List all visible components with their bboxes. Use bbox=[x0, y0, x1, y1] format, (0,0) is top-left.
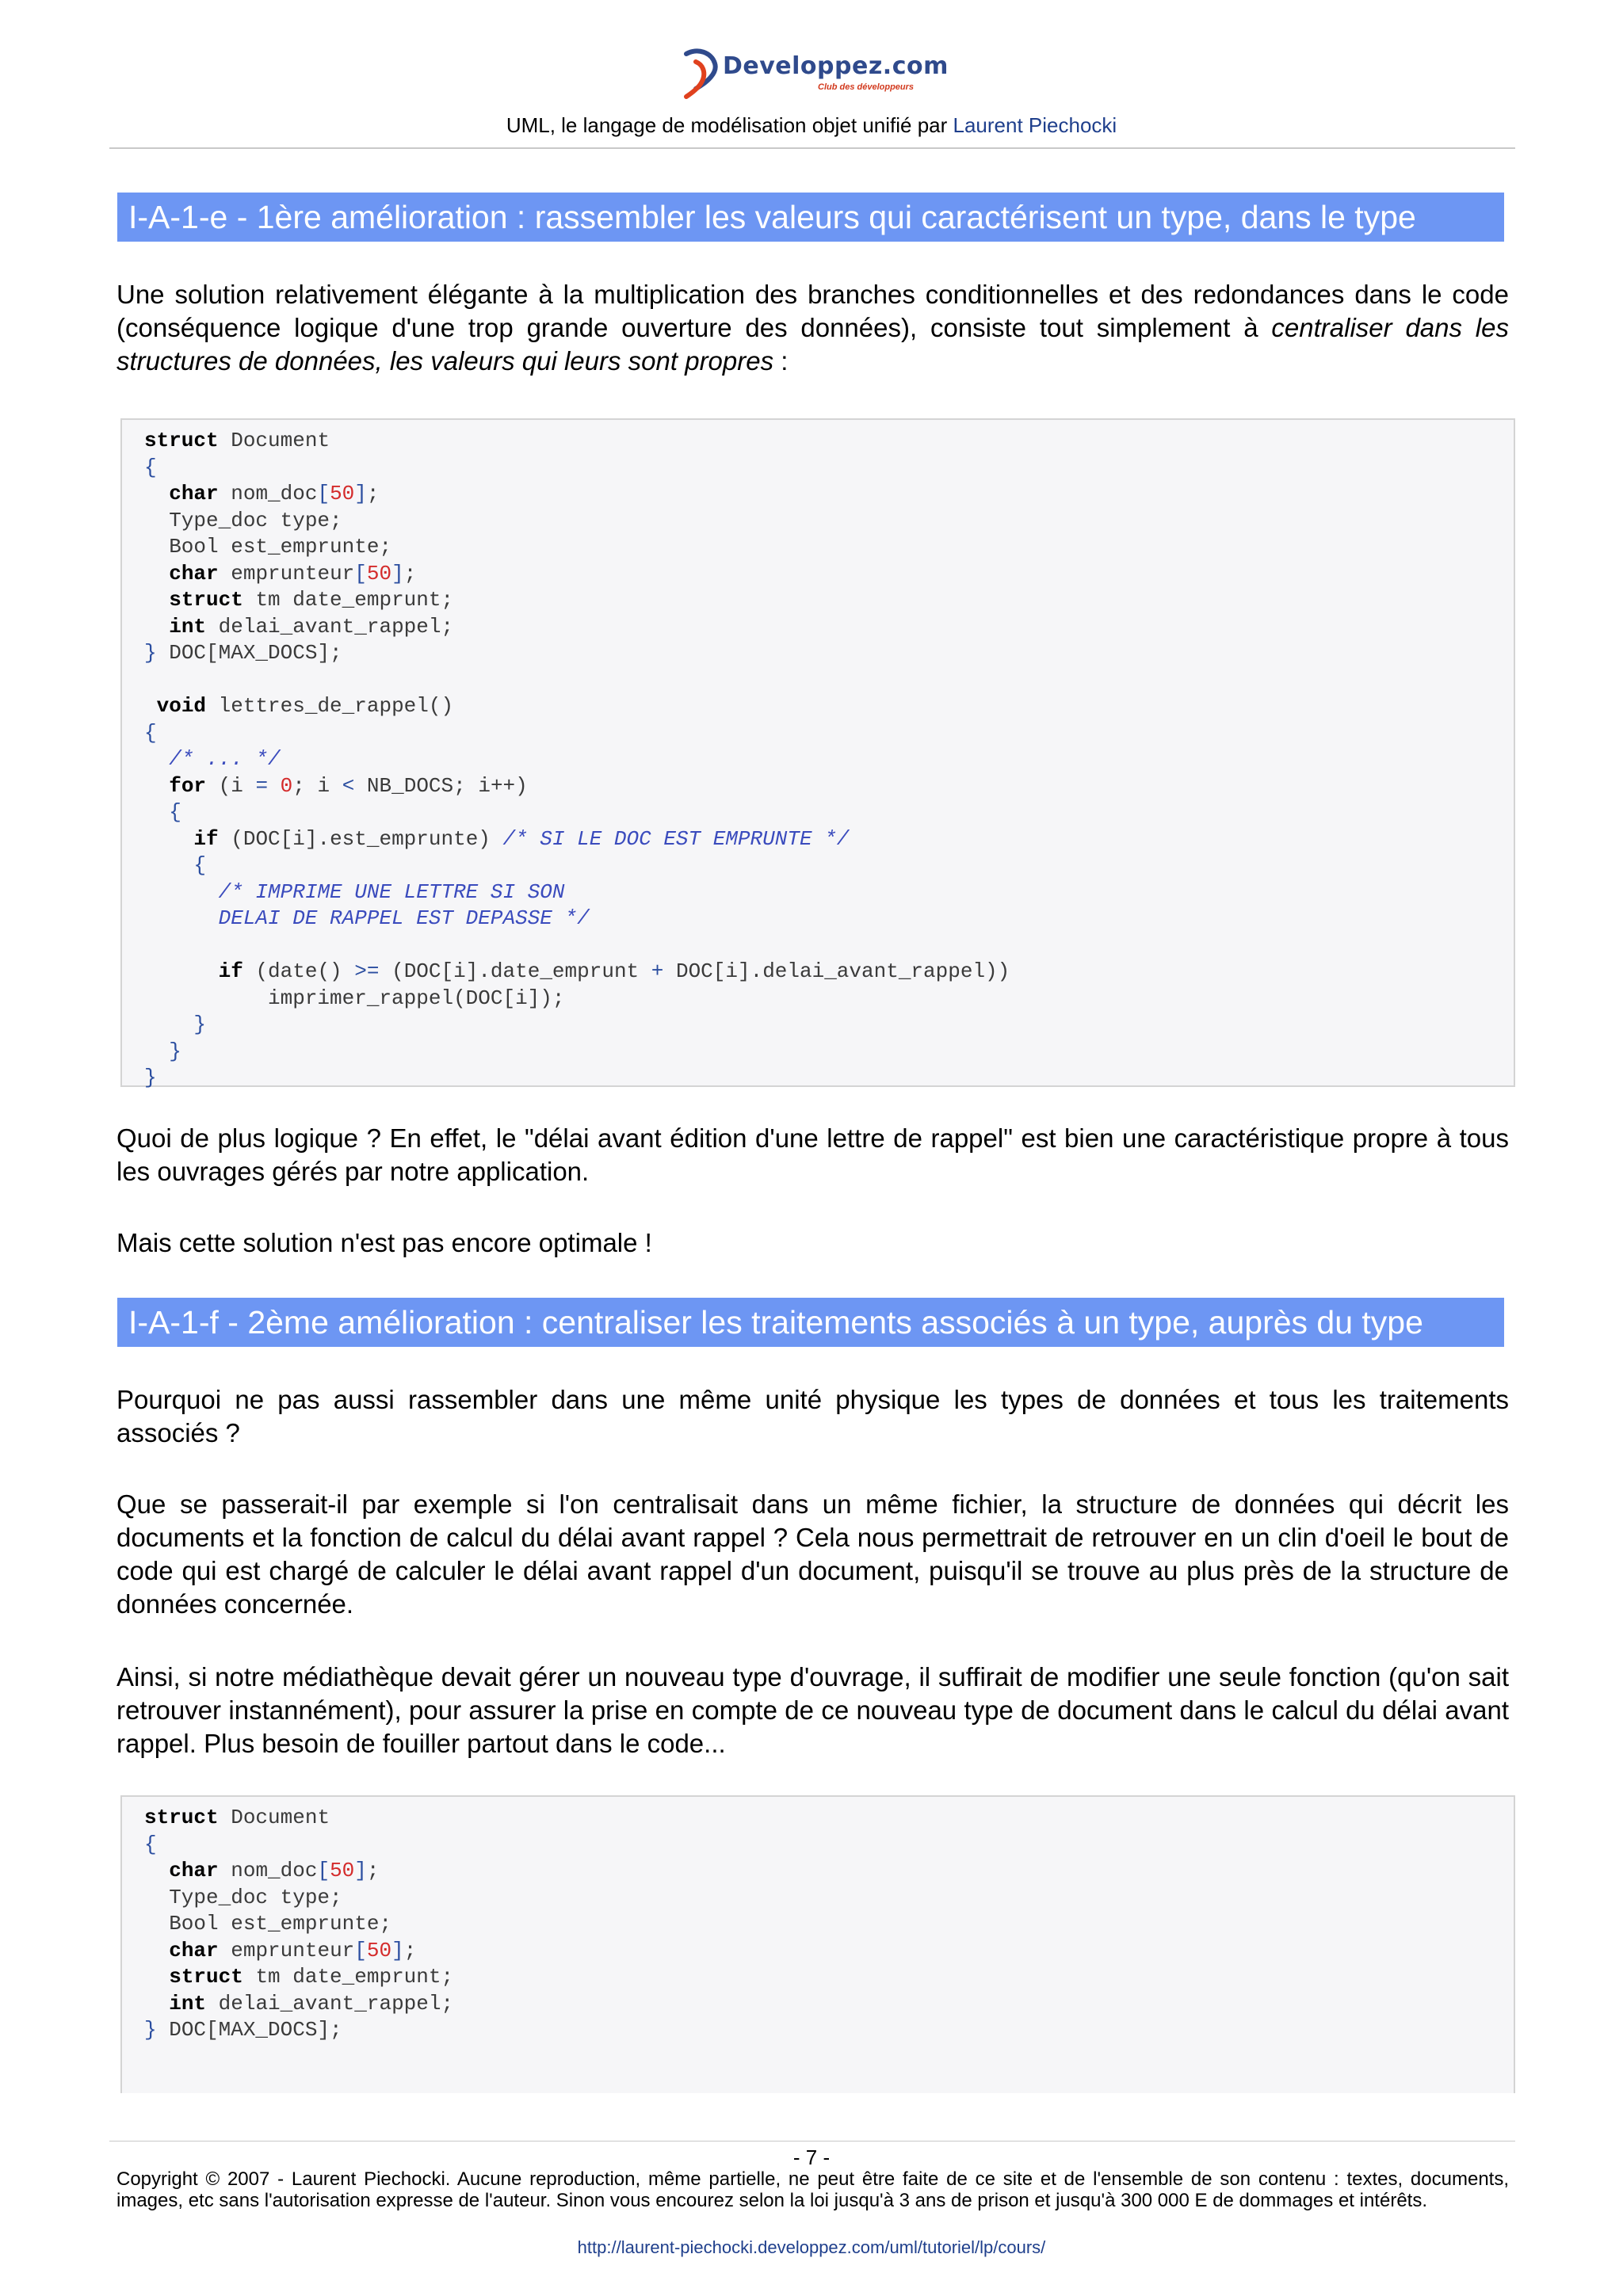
code-token: struct bbox=[169, 1965, 243, 1989]
code-token: tm date_emprunt; bbox=[242, 1965, 454, 1989]
code-token: if bbox=[193, 826, 219, 851]
code-token: } bbox=[169, 1039, 181, 1063]
intro-emphasis: centraliser dans les structures de données, les valeurs qui leurs sont propres bbox=[116, 313, 1509, 376]
section-heading-e: I-A-1-e - 1ère amélioration : rassembler les valeurs qui caractérisent un type, dans le type bbox=[117, 193, 1504, 242]
logo-tagline: Club des développeurs bbox=[818, 82, 915, 92]
code-token: ] bbox=[354, 482, 367, 505]
code-token bbox=[144, 1965, 169, 1989]
code-listing-2 bbox=[144, 1805, 453, 2044]
code-token bbox=[144, 1039, 169, 1063]
code-token: char bbox=[169, 1859, 219, 1882]
code-token: { bbox=[144, 455, 157, 479]
code-token: ] bbox=[391, 1938, 404, 1962]
code-line bbox=[144, 1886, 342, 1909]
code-token bbox=[144, 1992, 169, 2016]
section-heading-f: I-A-1-f - 2ème amélioration : centraliser les traitements associés à un type, auprès du type bbox=[117, 1298, 1504, 1347]
code-token: } bbox=[193, 1013, 207, 1036]
code-token: DELAI DE RAPPEL EST DEPASSE */ bbox=[218, 906, 590, 930]
code-token bbox=[144, 774, 169, 798]
code-line bbox=[144, 1039, 181, 1063]
code-line bbox=[144, 906, 590, 930]
code-token: Document bbox=[218, 429, 330, 452]
code-token bbox=[144, 853, 193, 877]
code-line bbox=[144, 774, 528, 798]
code-block-2 bbox=[120, 1795, 1515, 2093]
code-line bbox=[144, 694, 453, 718]
code-token: /* ... */ bbox=[169, 747, 281, 771]
code-line bbox=[144, 959, 1010, 983]
code-token: if bbox=[218, 959, 243, 983]
code-token: (date() bbox=[242, 959, 355, 983]
code-token: for bbox=[169, 773, 207, 798]
code-token: ; bbox=[366, 1859, 380, 1882]
code-line bbox=[144, 641, 342, 665]
code-token: Bool est_emprunte; bbox=[144, 535, 392, 559]
code-token: < bbox=[342, 773, 355, 798]
code-token: tm date_emprunt; bbox=[242, 588, 454, 612]
logo-swirl-icon bbox=[680, 44, 724, 100]
code-line bbox=[144, 535, 391, 559]
code-line bbox=[144, 721, 157, 745]
code-line bbox=[144, 853, 206, 877]
code-token: int bbox=[169, 1991, 207, 2016]
code-token: nom_doc bbox=[218, 1859, 318, 1882]
code-token: 50 bbox=[366, 1938, 392, 1962]
code-token: (DOC[i].date_emprunt bbox=[379, 959, 651, 983]
code-line bbox=[144, 1912, 391, 1936]
code-token: [ bbox=[354, 561, 367, 585]
code-token: } bbox=[144, 641, 157, 665]
code-line bbox=[144, 800, 181, 824]
code-token: char bbox=[169, 1938, 219, 1962]
section-f-paragraph-1: Pourquoi ne pas aussi rassembler dans une même unité physique les types de données et tous les traitements associés ? bbox=[116, 1385, 1509, 1447]
header-divider bbox=[109, 147, 1515, 149]
code-line bbox=[144, 827, 849, 851]
code-token bbox=[144, 694, 157, 718]
code-token bbox=[144, 747, 169, 771]
code-token: imprimer_rappel(DOC[i]); bbox=[144, 986, 565, 1010]
code-token: 50 bbox=[366, 561, 392, 585]
code-token: 0 bbox=[280, 773, 293, 798]
code-line bbox=[144, 1833, 157, 1856]
code-token bbox=[144, 1013, 193, 1036]
code-token: = bbox=[255, 773, 269, 798]
code-token: 50 bbox=[330, 482, 355, 505]
code-token: + bbox=[651, 959, 664, 983]
code-token: struct bbox=[169, 588, 243, 612]
code-token: DOC[MAX_DOCS]; bbox=[156, 2018, 342, 2042]
code-token: NB_DOCS; i++) bbox=[354, 773, 528, 798]
code-token: ] bbox=[354, 1859, 367, 1882]
code-token: /* SI LE DOC EST EMPRUNTE */ bbox=[502, 826, 850, 851]
code-token bbox=[144, 588, 169, 612]
code-token: ] bbox=[391, 561, 404, 585]
code-line bbox=[144, 1806, 330, 1829]
code-token bbox=[144, 482, 169, 505]
intro-text: Une solution relativement élégante à la multiplication des branches conditionnelles et des redondances dans le code (conséquence logique d'une trop grande ouverture des données), consiste tout simplement à bbox=[116, 280, 1509, 342]
page-number: - 7 - bbox=[792, 2145, 831, 2169]
code-line bbox=[144, 429, 330, 452]
code-token: delai_avant_rappel; bbox=[206, 1991, 454, 2016]
code-token bbox=[144, 959, 219, 983]
intro-end: : bbox=[773, 346, 789, 376]
code-line bbox=[144, 509, 342, 532]
footer-url-link[interactable]: http://laurent-piechocki.developpez.com/uml/tutoriel/lp/cours/ bbox=[577, 2237, 1046, 2257]
code-line bbox=[144, 562, 416, 585]
code-token: struct bbox=[144, 1806, 219, 1829]
document-subtitle bbox=[0, 113, 1623, 138]
subtitle-text: UML, le langage de modélisation objet unifié par bbox=[506, 113, 953, 137]
code-token: delai_avant_rappel; bbox=[206, 614, 454, 639]
section-f-paragraph-2: Que se passerait-il par exemple si l'on centralisait dans un même fichier, la structure de données qui décrit les documents et la fonction de calcul du délai avant rappel ? Cela nous permettrait de retrouver en un clin d'oeil le bout de code qui est chargé de calculer le délai avant rappel d'un document, puisqu'il se trouve au plus près de la structure de données concernée. bbox=[116, 1489, 1509, 1619]
code-token: [ bbox=[354, 1938, 367, 1962]
code-token: ; bbox=[403, 1938, 417, 1962]
code-token bbox=[144, 800, 169, 824]
code-line bbox=[144, 880, 565, 904]
code-token bbox=[144, 827, 193, 851]
code-line bbox=[144, 747, 281, 771]
code-token: ; bbox=[366, 482, 380, 505]
code-token: lettres_de_rappel() bbox=[206, 694, 454, 718]
code-token bbox=[144, 562, 169, 585]
code-token: { bbox=[169, 800, 181, 824]
footer-divider bbox=[109, 2141, 1515, 2142]
code-line bbox=[144, 615, 453, 639]
code-line bbox=[144, 2018, 342, 2042]
code-token: emprunteur bbox=[218, 561, 355, 585]
code-line bbox=[144, 1066, 157, 1089]
code-token: Document bbox=[218, 1806, 330, 1829]
code-token: { bbox=[144, 720, 157, 745]
code-token: [ bbox=[317, 482, 330, 505]
code-token: char bbox=[169, 482, 219, 505]
code-line bbox=[144, 986, 565, 1010]
code-token: } bbox=[144, 1066, 157, 1089]
code-line bbox=[144, 1859, 380, 1882]
section-e-conclusion: Quoi de plus logique ? En effet, le "délai avant édition d'une lettre de rappel" est bien une caractéristique propre à tous les ouvrages gérés par notre application. bbox=[116, 1123, 1509, 1186]
code-line bbox=[144, 588, 453, 612]
code-line bbox=[144, 1939, 416, 1962]
code-line bbox=[144, 456, 157, 479]
code-token: ; bbox=[403, 561, 417, 585]
code-token: Type_doc type; bbox=[144, 1885, 342, 1909]
code-token bbox=[144, 906, 219, 930]
code-token: Bool est_emprunte; bbox=[144, 1912, 392, 1936]
code-token: void bbox=[156, 694, 207, 718]
code-listing-1 bbox=[144, 428, 1010, 1092]
code-token: { bbox=[144, 1832, 157, 1856]
code-token: nom_doc bbox=[218, 482, 318, 505]
code-line bbox=[144, 1992, 453, 2016]
code-token: int bbox=[169, 614, 207, 639]
code-token: (i bbox=[206, 773, 256, 798]
code-token: emprunteur bbox=[218, 1938, 355, 1962]
code-block-1 bbox=[120, 418, 1515, 1087]
section-e-note: Mais cette solution n'est pas encore optimale ! bbox=[116, 1228, 652, 1257]
code-token bbox=[144, 880, 219, 904]
code-token bbox=[144, 1859, 169, 1882]
code-token: } bbox=[144, 2018, 157, 2042]
code-token: { bbox=[193, 853, 207, 877]
code-token: /* IMPRIME UNE LETTRE SI SON bbox=[218, 879, 565, 904]
copyright-notice: Copyright © 2007 - Laurent Piechocki. Aucune reproduction, même partielle, ne peut être faite de ce site et de l'ensemble de son contenu : textes, documents, images, etc sans l'autorisation expresse de l'auteur. Sinon vous encourez selon la loi jusqu'à 3 ans de prison et jusqu'à 300 000 E de dommages et intérêts. bbox=[116, 2168, 1509, 2211]
code-line bbox=[144, 1965, 453, 1989]
author-link[interactable]: Laurent Piechocki bbox=[953, 113, 1117, 137]
code-line bbox=[144, 482, 380, 505]
code-token bbox=[144, 1939, 169, 1962]
logo-text: Developpez.com bbox=[723, 52, 949, 80]
code-token bbox=[268, 774, 281, 798]
code-line bbox=[144, 1013, 206, 1036]
code-token: 50 bbox=[330, 1859, 355, 1882]
code-token: ; i bbox=[292, 773, 342, 798]
section-f-paragraph-3: Ainsi, si notre médiathèque devait gérer un nouveau type d'ouvrage, il suffirait de modifier une seule fonction (qu'on sait retrouver instannément), pour assurer la prise en compte de ce nouveau type de document dans le calcul du délai avant rappel. Plus besoin de fouiller partout dans le code... bbox=[116, 1662, 1509, 1758]
code-token: struct bbox=[144, 429, 219, 452]
code-token: char bbox=[169, 561, 219, 585]
code-token: >= bbox=[354, 959, 380, 983]
code-token: [ bbox=[317, 1859, 330, 1882]
code-token: Type_doc type; bbox=[144, 508, 342, 532]
code-token: (DOC[i].est_emprunte) bbox=[218, 826, 503, 851]
site-logo[interactable] bbox=[680, 44, 949, 100]
code-token bbox=[144, 615, 169, 639]
code-token: DOC[i].delai_avant_rappel)) bbox=[663, 959, 1010, 983]
section-e-intro bbox=[116, 278, 1509, 378]
code-token: DOC[MAX_DOCS]; bbox=[156, 641, 342, 665]
